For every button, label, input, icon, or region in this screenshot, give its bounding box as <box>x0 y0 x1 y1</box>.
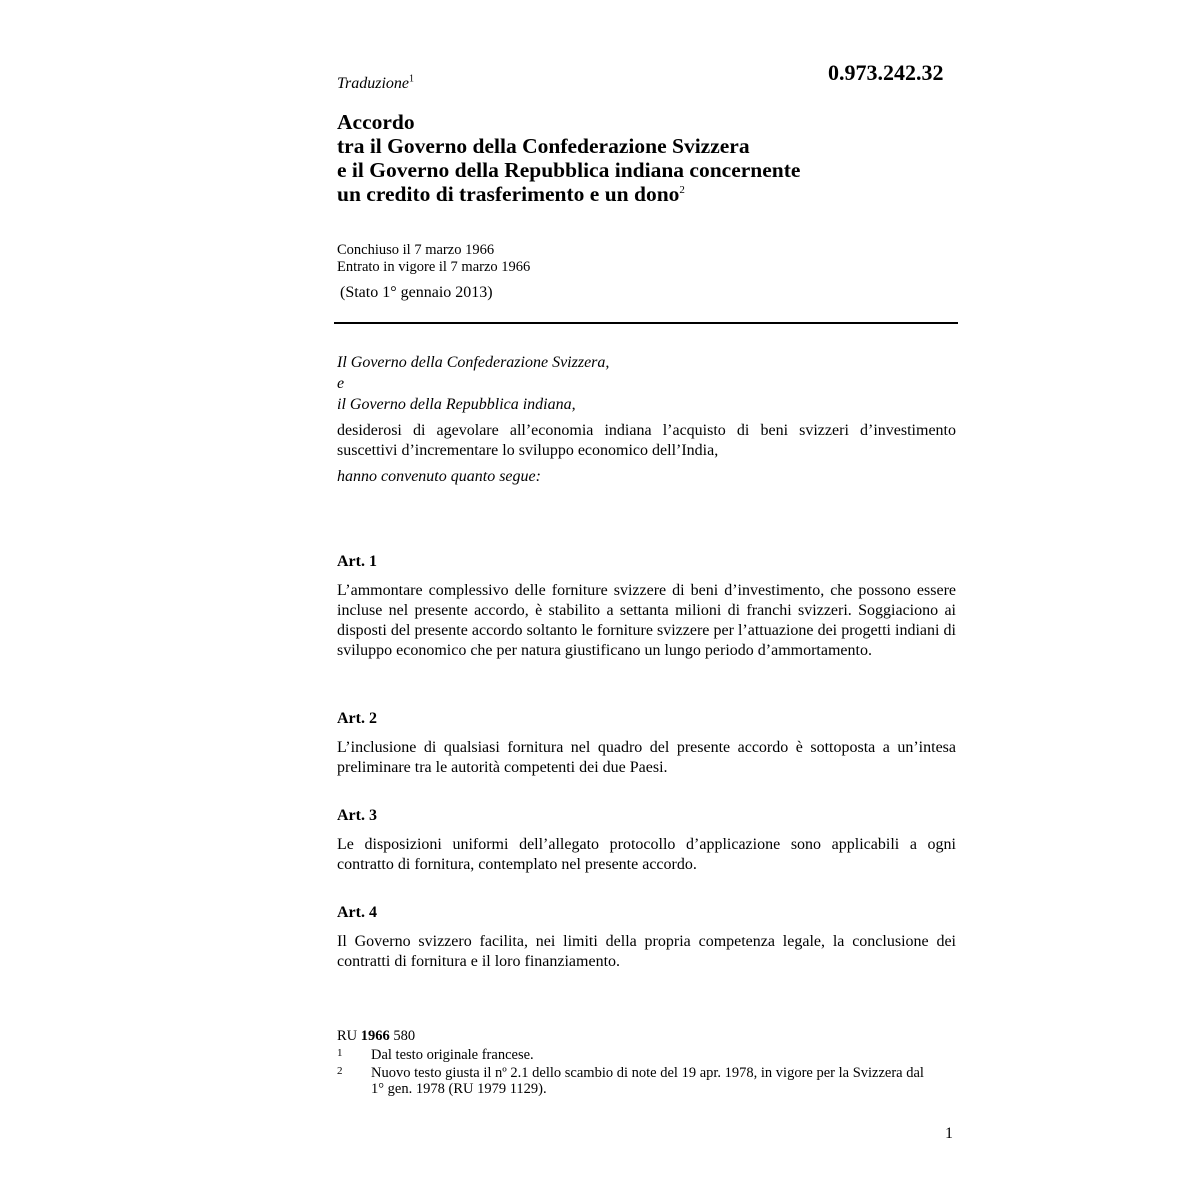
article-3-heading: Art. 3 <box>337 807 377 824</box>
treaty-dates <box>337 242 530 276</box>
article-4-heading: Art. 4 <box>337 904 377 921</box>
preamble-desire: desiderosi di agevolare all’economia indiana l’acquisto di beni svizzeri d’investimento suscettivi d’incrementare lo sviluppo economico dell’India, <box>337 422 956 459</box>
translation-label <box>337 75 414 93</box>
footnote-2 <box>337 1065 931 1097</box>
status-date: (Stato 1° gennaio 2013) <box>340 284 493 301</box>
title-line: e il Governo della Repubblica indiana concernente <box>337 158 801 182</box>
page-number: 1 <box>945 1125 953 1142</box>
ru-page: 580 <box>393 1028 416 1044</box>
preamble-parties <box>337 352 609 415</box>
preamble-agreed: hanno convenuto quanto segue: <box>337 468 541 485</box>
title-line: tra il Governo della Confederazione Svizzera <box>337 134 750 158</box>
conjunction: e <box>337 375 345 392</box>
footnote-1 <box>337 1047 931 1063</box>
article-2-heading: Art. 2 <box>337 710 377 727</box>
document-title <box>337 110 957 206</box>
footnote-number: 2 <box>337 1065 343 1077</box>
article-3-text: Le disposizioni uniformi dell’allegato protocollo d’applicazione sono applicabili a ogni contratto di fornitura, contemplato nel presente accordo. <box>337 836 956 873</box>
ru-prefix: RU <box>337 1028 358 1044</box>
footnote-text: Nuovo testo giusta il nº 2.1 dello scambio di note del 19 apr. 1978, in vigore per la Svizzera dal 1° gen. 1978 (RU 1979 1129). <box>371 1065 924 1097</box>
article-2-text: L’inclusione di qualsiasi fornitura nel quadro del presente accordo è sottoposta a un’intesa preliminare tra le autorità competenti dei due Paesi. <box>337 739 956 776</box>
footnote-number: 1 <box>337 1047 343 1059</box>
footnote-ref-2[interactable]: 2 <box>679 183 685 196</box>
sr-number: 0.973.242.32 <box>828 60 944 85</box>
concluded-date: Conchiuso il 7 marzo 1966 <box>337 242 495 258</box>
title-line: Accordo <box>337 110 415 134</box>
article-1-text: L’ammontare complessivo delle forniture svizzere di beni d’investimento, che possono essere incluse nel presente accordo, è stabilito a settanta milioni di franchi svizzeri. Soggiaciono ai disposti del presente accordo soltanto le forniture svizzere per l’attuazione dei progetti indiani di sviluppo economico che per natura giustificano un lungo periodo d’ammortamento. <box>337 582 956 659</box>
title-line: un credito di trasferimento e un dono <box>337 182 680 206</box>
article-4-text: Il Governo svizzero facilita, nei limiti della propria competenza legale, la conclusione dei contratti di fornitura e il loro finanziamento. <box>337 933 956 970</box>
translation-text: Traduzione <box>337 75 410 92</box>
party-switzerland: Il Governo della Confederazione Svizzera, <box>337 354 610 371</box>
ru-year: 1966 <box>360 1028 390 1044</box>
party-india: il Governo della Repubblica indiana, <box>337 396 576 413</box>
ru-reference <box>337 1028 415 1045</box>
header-divider <box>334 322 958 324</box>
article-1-heading: Art. 1 <box>337 553 377 570</box>
footnote-text: Dal testo originale francese. <box>371 1047 534 1063</box>
footnote-ref-1[interactable]: 1 <box>409 73 415 85</box>
in-force-date: Entrato in vigore il 7 marzo 1966 <box>337 259 531 275</box>
